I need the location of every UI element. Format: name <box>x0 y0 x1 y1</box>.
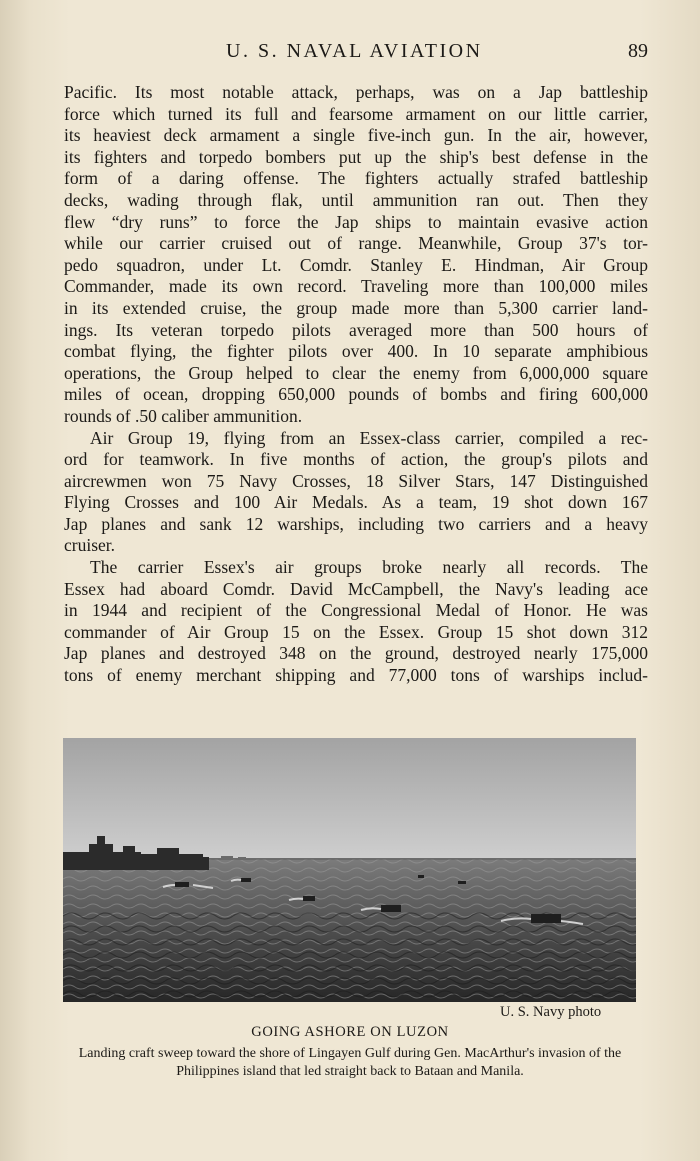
text-line: form of a daring offense. The fighters actually strafed battleship <box>64 168 648 189</box>
text-line: Pacific. Its most notable attack, perhaps, was on a Jap battleship <box>64 82 648 102</box>
text-line: cruiser. <box>64 535 116 556</box>
photo-credit: U. S. Navy photo <box>500 1004 602 1020</box>
caption-text: Landing craft sweep toward the shore of Lingayen Gulf during Gen. MacArthur's invasion of the Philippines island that led straight back to Bataan and Manila. <box>78 1046 622 1079</box>
text-line: aircrewmen won 75 Navy Crosses, 18 Silver Stars, 147 Distinguished <box>64 470 648 491</box>
text-line: decks, wading through flak, until ammunition ran out. Then they <box>64 189 648 210</box>
landing-craft-photo <box>63 738 636 1002</box>
text-line: tons of enemy merchant shipping and 77,000 tons of warships includ- <box>64 665 648 686</box>
text-line: The carrier Essex's air groups broke nearly all records. The <box>90 557 648 578</box>
text-line: force which turned its full and fearsome armament on our little carrier, <box>64 103 648 124</box>
text-line: commander of Air Group 15 on the Essex. Group 15 shot down 312 <box>64 621 648 642</box>
text-line: pedo squadron, under Lt. Comdr. Stanley E. Hindman, Air Group <box>64 254 648 275</box>
text-line: in 1944 and recipient of the Congressional Medal of Honor. He was <box>64 600 648 621</box>
running-title: U. S. NAVAL AVIATION <box>226 40 483 62</box>
text-line: Air Group 19, flying from an Essex-class carrier, compiled a rec- <box>90 427 648 448</box>
text-line: Commander, made its own record. Traveling more than 100,000 miles <box>64 276 648 297</box>
body-text <box>64 82 648 687</box>
text-line: operations, the Group helped to clear the enemy from 6,000,000 square <box>64 362 648 383</box>
text-line: its heaviest deck armament a single five-inch gun. In the air, however, <box>64 125 648 146</box>
text-line: while our carrier cruised out of range. Meanwhile, Group 37's tor- <box>64 233 648 254</box>
text-line: ord for teamwork. In five months of action, the group's pilots and <box>64 449 648 470</box>
text-line: in its extended cruise, the group made more than 5,300 carrier land- <box>64 297 648 318</box>
text-line: Essex had aboard Comdr. David McCampbell, the Navy's leading ace <box>64 578 648 599</box>
running-head <box>0 40 700 66</box>
page-number: 89 <box>628 40 648 62</box>
text-line: miles of ocean, dropping 650,000 pounds of bombs and firing 600,000 <box>64 384 648 405</box>
text-line: combat flying, the fighter pilots over 400. In 10 separate amphibious <box>64 341 648 362</box>
text-line: Flying Crosses and 100 Air Medals. As a team, 19 shot down 167 <box>64 492 648 513</box>
text-line: Jap planes and destroyed 348 on the ground, destroyed nearly 175,000 <box>64 643 648 664</box>
text-line: its fighters and torpedo bombers put up the ship's best defense in the <box>64 146 648 167</box>
text-line: flew “dry runs” to force the Jap ships to maintain evasive action <box>64 211 648 232</box>
text-line: rounds of .50 caliber ammunition. <box>64 405 303 426</box>
caption-title: GOING ASHORE ON LUZON <box>251 1024 449 1040</box>
text-line: ings. Its veteran torpedo pilots averaged more than 500 hours of <box>64 319 648 340</box>
text-line: Jap planes and sank 12 warships, including two carriers and a heavy <box>64 513 648 534</box>
